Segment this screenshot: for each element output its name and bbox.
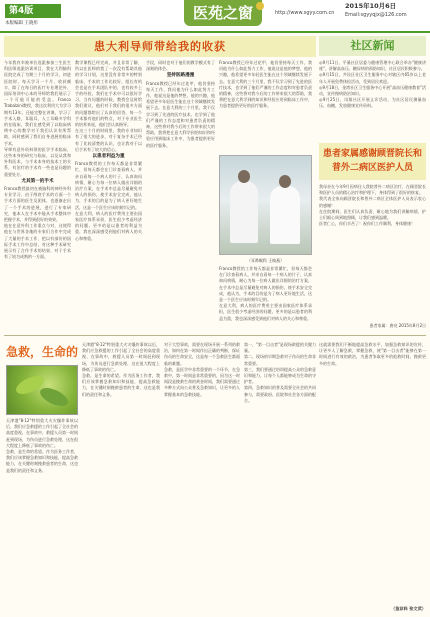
section-logo: 医苑之窗	[184, 0, 262, 26]
article1-column-4	[219, 60, 312, 152]
article1-subhead-2: 以患者利益为重	[92, 154, 125, 160]
article1-column-4b	[219, 266, 312, 332]
article1-headline: 患大利导师带给我的收获	[94, 40, 226, 53]
article3-column-2	[164, 342, 240, 614]
article3-column-3	[244, 342, 316, 614]
article1-subhead-1: 尤其第一的手术	[21, 178, 54, 184]
email-address[interactable]: Email:sgyyqjx@126.com	[345, 12, 407, 18]
logo-sun-icon	[256, 2, 264, 10]
page-number-tag: 第4版	[5, 4, 61, 18]
article1-col3-text: 手段，同时也对于他们的教学模式有了深刻的体会。	[146, 60, 215, 72]
article3-headline: 急救，生命的	[6, 345, 79, 359]
article1-col3b-text: Franco教授已经年过花甲，他仍坚持每天工作，我问他为什么如此努力工作，他说这是他的梦想，他的兴趣，他希望更多年轻医生能在这个领域继续发展下去。在意大利的三个月里，我不仅学习到了先进的医疗技术，也学到了他们严谨的工作态度和对患者负责的精神，这些将对我今后的工作带来很大的帮助，我将把在意大利学到的知识和经验应用到临床工作中，为患者提供更好的医疗服务。	[146, 80, 215, 148]
article3-column-1	[82, 342, 160, 614]
article2-headline: 患者家属感谢顾晋院长和普外二病区医护人员	[319, 143, 426, 180]
masthead	[0, 0, 430, 33]
article1-col1-text: 今年我有幸被单位选派参加三生医生科医师选派培训项目，我在大利脑科医院完成了为期三个月的学习，初进医院时，每天学习一个月，收获颇丰，除了在每日的医疗专业理论外，国际培训中心本的导师给我们展示了一个可能可能的受益。Franco Trabalzini教授，我这次利用大为学习期有13年。还能完整在讲课。学习了手术入路，耳聪耳，人工耳蜗多学科的在临床，我们在感受到了以临床病例中心的教学对于我们认识有所帮助，同时感到了我们自身进展的临床手术， 导师有意外资料领的医学手术临床，这些本身的研究与临床，以及从我和外科医术，与手术本身的技术工的关系，有治疗的手术有一些也是问题的重要处方。	[4, 60, 71, 177]
issue-date: 2015年10月6日	[345, 2, 397, 10]
article3-leaf-image	[6, 365, 78, 415]
community-news-body	[319, 60, 426, 140]
community-news-header	[319, 36, 426, 56]
doctor-figure-2	[270, 186, 300, 244]
article2-text: 我母亲在今年9月因病住入我院普外二病区治疗，在顾晋院长和医护人员的精心治疗和护理下，身体得到了很好的恢复。 我代表全家向顾晋院长和普外二病区全体医护人员表示衷心的感谢！ 在住院期间，医生们认真负责，耐心地为我们讲解病情，护士们细心周到地照顾，让我们感到温暖。 医者仁心，你们辛苦了！祝你们工作顺利，身体健康！	[319, 184, 426, 227]
article1-column-2	[75, 60, 142, 332]
community-news-title: 社区新闻	[350, 39, 395, 52]
doctor-figure-1	[230, 181, 258, 243]
article1-headline-box	[4, 36, 316, 57]
photo-caption: （耳鼻喉科 王焕燕）	[246, 258, 285, 263]
article1-column-1	[4, 60, 71, 332]
article3-col1a-text: 天津港"8·12"特别重大火灾爆炸事故以后，我们应急救援的工作引起了全社会的高度重视，在事故中，救援人员第一时间赶到现场，为伤员进行急救处理，这在很大程度上降低了事故的伤亡。 急救，是生命的希望。作为医务工作者，我们应该掌握急救知识和技能，提高急救能力，在关键时刻挽救患者的生命，这也是我们的责任和义务。	[6, 418, 78, 473]
article1-col2-text: 教学课程已经完成，并且非常了解，所以在医师的我了一次没有帮助其他的学习计划，这里没有非常多的特别临床，手术的工作比较好，组长有机会也是在手术团队中的，也有较多上手的经验，我们在手术中可以很好学习，当有问题的时候，教授会及时给我们建议，他们对于我们的很多方面的问题都给出了认真的回答，每一个手术都有他们的特点，对于专业医生的培养来说，他们会认真指导。 在这三个月的时间里，我的专业知识有了很大的进步，对于复杂手术已经有了比较清楚的认识，也让我对于以后手术有了较大的信心。	[75, 60, 142, 152]
article3-col3-text: 第一，"第一目击者"是现场救援的关键力量。 第二，现场的早期急救对于伤员的生命非常重要。 第三，我们要通过培训提高公众的急救意识和能力，让每个人都能够成为生命的守护者。 第四，急救知识的普及需要全社会的共同参与，需要政府、医院和社会各方面的配合。	[244, 342, 316, 403]
article1-col4b-text: Franco教授的工作每天都是非常繁忙，但每天都会在门诊查看病人，并亲自看每一个病人的片子，认真询问病情，耐心为每一位病人做出详细的治疗方案，在手术中总是尽量避免对病人的损伤，使手术安全完成，他认为，手术的目的是为了病人更好地生活，这是一个医生应该时刻牢记的。 在意大利，病人的医疗费用主要由国家医疗体系承担，医生很少考虑经济的问题，更多的是以患者的利益为重，我也深深感受到他们对病人的关心和尊重。	[219, 266, 312, 321]
section-divider	[4, 335, 426, 336]
doctors-photo	[219, 155, 312, 255]
article1-column-3	[146, 60, 215, 332]
article1-col4-text: Franco教授已经年过花甲，他仍坚持每天工作，我问他为什么如此努力工作，他说这是他的梦想，他的兴趣，他希望更多年轻医生能在这个领域继续发展下去。在意大利的三个月里，我不仅学习到了先进的医疗技术，也学到了他们严谨的工作态度和对患者负责的精神，这些将对我今后的工作带来很大的帮助，我将把在意大利学到的知识和经验应用到临床工作中，为患者提供更好的医疗服务。	[219, 60, 312, 109]
article1-subhead-3: 坚持医路漫漫	[166, 73, 195, 79]
article3-col2-text: 对于大型事故，需要在现场开展一系列的救治，如何在第一时间作出正确的判断，保证伤员的生命安全，这是每一个急救医生都面临的难题。 急救，是医学中非常重要的一个环节，在急救中，第一时间是非常重要的，因为这一时间段是挽救生命的黄金时间，我们需要通过多种方式向公众普及急救知识，让更多的人掌握基本的急救技能。	[164, 342, 240, 397]
editor-line: 本版编辑 王晓彤	[5, 21, 38, 26]
leaf-shape-2	[37, 384, 70, 409]
doctor-head-2	[279, 175, 291, 188]
article2-body	[319, 184, 426, 320]
article1-col2b-text: Franco教授的工作每天都是非常繁忙，但每天都会在门诊查看病人，并亲自看每一个病人的片子，认真询问病情，耐心为每一位病人做出详细的治疗方案，在手术中总是尽量避免对病人的损伤，使手术安全完成，他认为，手术的目的是为了病人更好地生活，这是一个医生应该时刻牢记的。 在意大利，病人的医疗费用主要由国家医疗体系承担，医生很少考虑经济的问题，更多的是以患者的利益为重，我也深深感受到他们对病人的关心和尊重。	[75, 161, 142, 241]
doctor-head-1	[238, 170, 250, 183]
community-news-text: ◎9月11日，平溪社区居委与健康管理中心联合举办"健康讲座"，讲解高血压、糖尿病的预防知识，社区居民积极参与。 ◎9月15日，共设区社区卫生服务中心对辖区内65岁以上老年人开展免费体检活动，受到居民欢迎。 ◎9月18日，金湾社区卫生服务中心开展"高血压健康教育"活动，宣传慢病防治知识。 ◎9月25日，凤翔社区开展义诊活动，为社区居民测量血压、血糖，发放健康宣传资料。	[319, 60, 426, 109]
header-rule	[0, 31, 430, 33]
article3-signature: （急诊科 张文武）	[391, 606, 426, 611]
article3-column-1a	[6, 418, 78, 614]
article1-col1b-text: Franco教授最初在被脑科的神经外科专业学习，由于颅底手术的方面一个手术方面的医生及团体，也逐渐走出了一个手术的进展，进行了专家研究，他本人在手术中能从手术整体中把握手术，并得到很好的效果。 他在在意外科工作重点与对，这使得他在与世界各地的专家们合作中完成了大量的手术工作，把以有部份的国际手术工作中总结，对这种手术研究展示有了合作手术的结果，对于手术有了较为成熟的一方面。	[4, 186, 71, 260]
article3-column-4	[319, 342, 426, 604]
article3-col1-text: 天津港"8·12"特别重大火灾爆炸事故以后，我们应急救援的工作引起了全社会的高度重视，在事故中，救援人员第一时间赶到现场，为伤员进行急救处理，这在很大程度上降低了事故的伤亡。 急救，是生命的希望。作为医务工作者，我们应该掌握急救知识和技能，提高急救能力，在关键时刻挽救患者的生命，这也是我们的责任和义务。	[82, 342, 160, 397]
website-link[interactable]: http://www.sgyy.com.cn	[275, 10, 335, 16]
article3-col4-text: 这就需要我们不断地提高急救水平，加强急救知识的宣传，让更多人了解急救，掌握急救，使"第一目击者"能够在第一时间进行有效的救治，为患者争取更多的抢救时间，挽救更多的生命。	[319, 342, 426, 366]
article2-signature: 患者家属：唐亮 2015年8月2日	[369, 323, 426, 328]
